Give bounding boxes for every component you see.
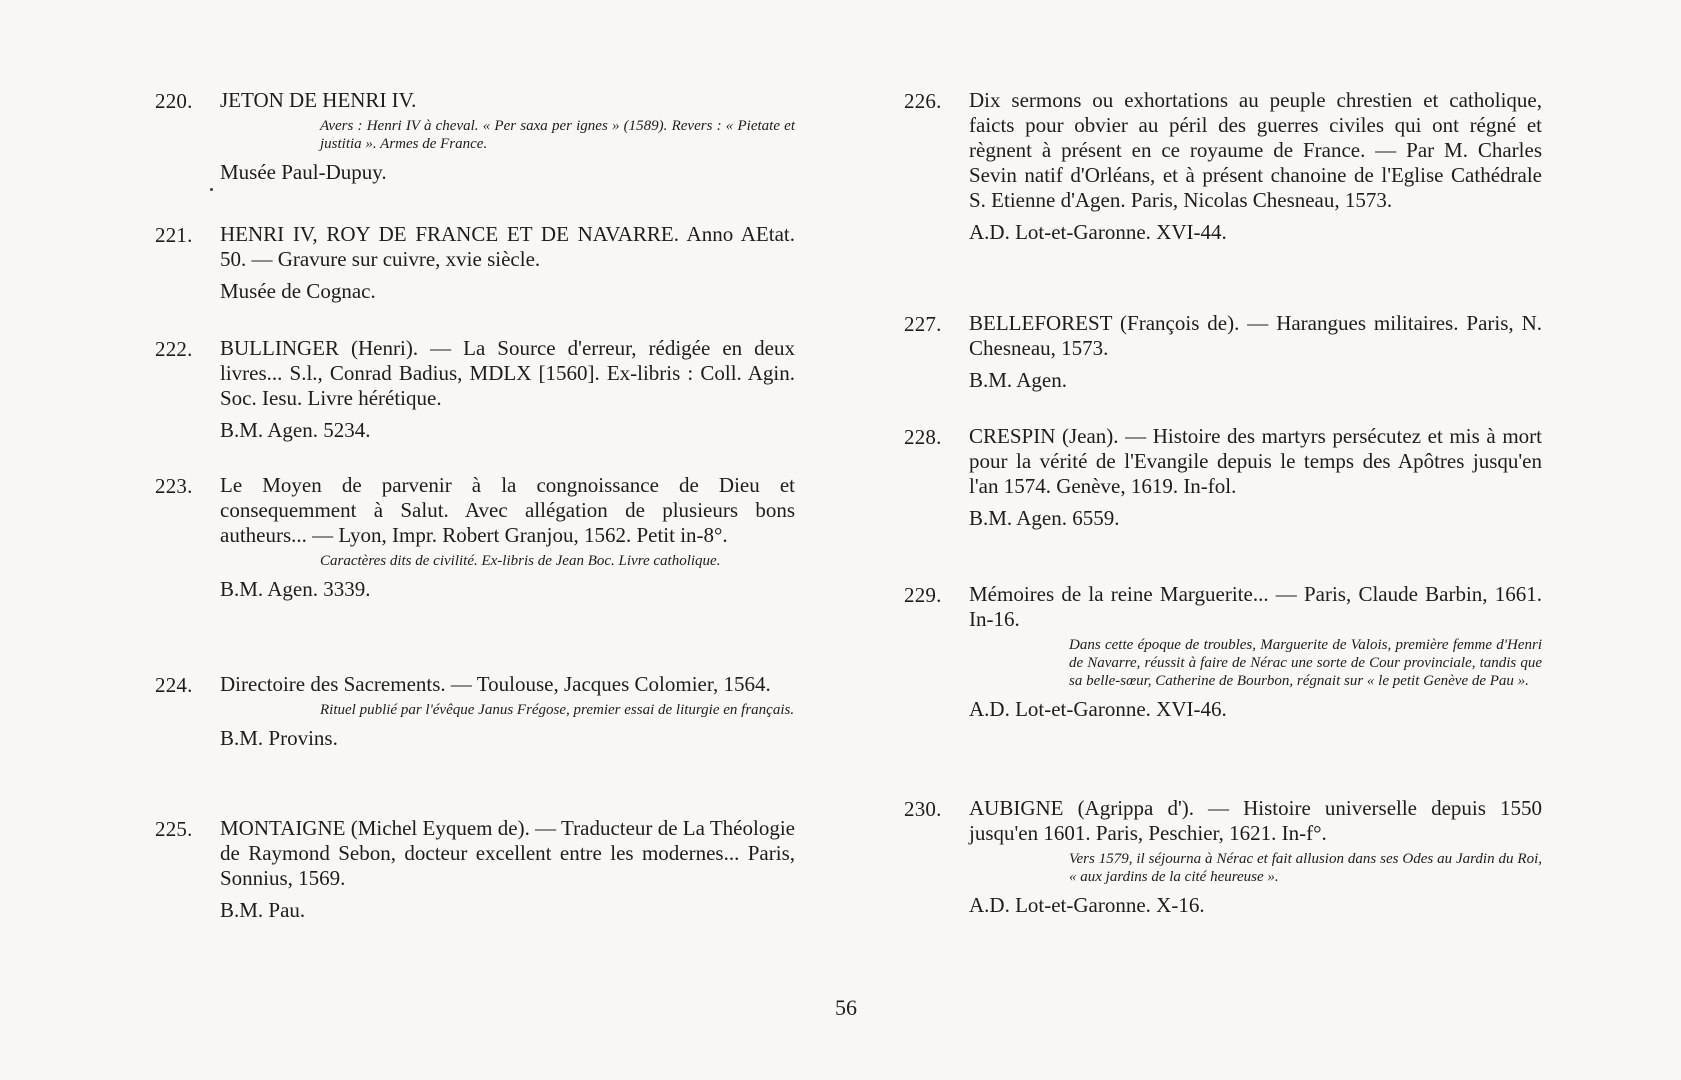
entry-location: B.M. Agen. 5234. xyxy=(220,418,371,442)
entry-title: AUBIGNE (Agrippa d'). — Histoire universelle depuis 1550 jusqu'en 1601. Paris, Peschier, 1621. In-f°. xyxy=(969,796,1542,845)
entry-content xyxy=(969,796,1542,918)
entry-226 xyxy=(904,88,1542,245)
entry-title: Dix sermons ou exhortations au peuple chrestien et catholique, faicts pour obvier au péril des guerres civiles qui ont régné et règnent à présent en ce royaume de France. — Par M. Charles Sevin natif d'Orléans, et à présent chanoine de l'Eglise Cathédrale S. Etienne d'Agen. Paris, Nicolas Chesneau, 1573. xyxy=(969,88,1542,212)
entry-content xyxy=(220,672,795,751)
entry-location: Musée Paul-Dupuy. xyxy=(220,160,387,184)
entry-content xyxy=(969,582,1542,722)
entry-content xyxy=(220,816,795,923)
entry-location: B.M. Agen. 6559. xyxy=(969,506,1120,530)
entry-content xyxy=(220,222,795,304)
entry-number: 229. xyxy=(904,583,942,607)
entry-location: B.M. Agen. 3339. xyxy=(220,577,371,601)
entry-note: Avers : Henri IV à cheval. « Per saxa per ignes » (1589). Revers : « Pietate et justitia ». Armes de France. xyxy=(320,118,795,152)
entry-220 xyxy=(155,88,795,185)
entry-number: 228. xyxy=(904,425,942,449)
entry-number: 222. xyxy=(155,337,193,361)
entry-location: A.D. Lot-et-Garonne. XVI-44. xyxy=(969,220,1227,244)
entry-content xyxy=(220,336,795,443)
entry-content xyxy=(220,473,795,602)
entry-number: 227. xyxy=(904,312,942,336)
entry-221 xyxy=(155,222,795,304)
entry-223 xyxy=(155,473,795,602)
entry-222 xyxy=(155,336,795,443)
entry-227 xyxy=(904,311,1542,393)
entry-230 xyxy=(904,796,1542,918)
entry-228 xyxy=(904,424,1542,531)
entry-number: 230. xyxy=(904,797,942,821)
entry-note: Dans cette époque de troubles, Marguerite de Valois, première femme d'Henri de Navarre, réussit à faire de Nérac une sorte de Cour provinciale, tandis que sa belle-sœur, Catherine de Bourbon, régnait sur « le petit Genève de Pau ». xyxy=(1069,637,1542,689)
entry-title: HENRI IV, ROY DE FRANCE ET DE NAVARRE. Anno AEtat. 50. — Gravure sur cuivre, xvie siècle. xyxy=(220,222,795,271)
entry-content xyxy=(969,88,1542,245)
entry-title: Le Moyen de parvenir à la congnoissance de Dieu et consequemment à Salut. Avec allégation de plusieurs bons autheurs... — Lyon, Impr. Robert Granjou, 1562. Petit in-8°. xyxy=(220,473,795,547)
entry-number: 221. xyxy=(155,223,193,247)
entry-location: A.D. Lot-et-Garonne. XVI-46. xyxy=(969,697,1227,721)
entry-number: 220. xyxy=(155,89,193,113)
entry-title: Mémoires de la reine Marguerite... — Paris, Claude Barbin, 1661. In-16. xyxy=(969,582,1542,631)
entry-content xyxy=(220,88,795,185)
entry-number: 226. xyxy=(904,89,942,113)
entry-note: Rituel publié par l'évêque Janus Frégose, premier essai de liturgie en français. xyxy=(320,702,795,718)
entry-title: MONTAIGNE (Michel Eyquem de). — Traducteur de La Théologie de Raymond Sebon, docteur excellent entre les modernes... Paris, Sonnius, 1569. xyxy=(220,816,795,890)
entry-content xyxy=(969,424,1542,531)
entry-title: JETON DE HENRI IV. xyxy=(220,88,417,112)
entry-note: Vers 1579, il séjourna à Nérac et fait allusion dans ses Odes au Jardin du Roi, « aux jardins de la cité heureuse ». xyxy=(1069,851,1542,885)
entry-location: B.M. Provins. xyxy=(220,726,338,750)
entry-number: 225. xyxy=(155,817,193,841)
entry-location: B.M. Pau. xyxy=(220,898,306,922)
entry-number: 224. xyxy=(155,673,193,697)
entry-location: Musée de Cognac. xyxy=(220,279,376,303)
printed-mark xyxy=(210,188,213,191)
entry-title: BULLINGER (Henri). — La Source d'erreur, rédigée en deux livres... S.l., Conrad Badius, MDLX [1560]. Ex-libris : Coll. Agin. Soc. Iesu. Livre hérétique. xyxy=(220,336,795,410)
entry-225 xyxy=(155,816,795,923)
entry-title: CRESPIN (Jean). — Histoire des martyrs persécutez et mis à mort pour la vérité de l'Evangile depuis le temps des Apôtres jusqu'en l'an 1574. Genève, 1619. In-fol. xyxy=(969,424,1542,498)
entry-title: Directoire des Sacrements. — Toulouse, Jacques Colomier, 1564. xyxy=(220,672,771,696)
entry-location: A.D. Lot-et-Garonne. X-16. xyxy=(969,893,1205,917)
entry-content xyxy=(969,311,1542,393)
entry-note: Caractères dits de civilité. Ex-libris de Jean Boc. Livre catholique. xyxy=(320,553,721,569)
entry-224 xyxy=(155,672,795,751)
entry-title: BELLEFOREST (François de). — Harangues militaires. Paris, N. Chesneau, 1573. xyxy=(969,311,1542,360)
page-number: 56 xyxy=(835,995,857,1020)
entry-location: B.M. Agen. xyxy=(969,368,1068,392)
entry-229 xyxy=(904,582,1542,722)
entry-number: 223. xyxy=(155,474,193,498)
